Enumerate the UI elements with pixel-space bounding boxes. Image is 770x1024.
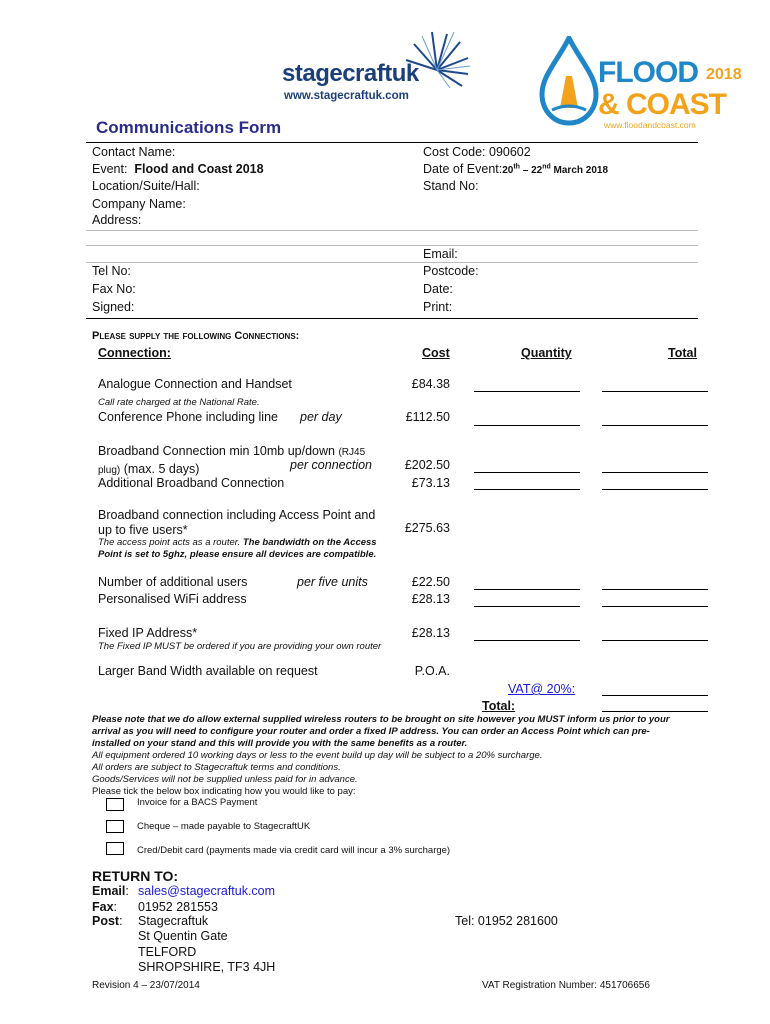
analogue-cost: £84.38 (411, 377, 450, 391)
access-point-label: Broadband connection including Access Point and up to five users* (98, 508, 376, 537)
broadband-cost: £202.50 (404, 458, 450, 472)
return-post-label: Post (92, 914, 120, 928)
postcode-label[interactable]: Postcode: (423, 264, 479, 278)
return-tel: Tel: 01952 281600 (455, 914, 558, 928)
fixed-ip-note: The Fixed IP MUST be ordered if you are providing your own router (98, 641, 382, 652)
flood-text: FLOOD (598, 56, 698, 89)
conference-total[interactable] (602, 425, 708, 426)
terms-note: All orders are subject to Stagecraftuk terms and conditions. (92, 762, 341, 773)
col-total: Total (668, 346, 697, 360)
event-label: Event: (92, 162, 128, 176)
bacs-label: Invoice for a BACS Payment (137, 797, 258, 808)
event-row (92, 162, 264, 176)
date-day1: 20 (502, 165, 514, 176)
additional-users-total[interactable] (602, 589, 708, 590)
fixed-ip-total[interactable] (602, 640, 708, 641)
tick-instruction: Please tick the below box indicating how you would like to pay: (92, 786, 356, 797)
date-of-event-row (423, 162, 608, 176)
access-point-note (98, 537, 388, 561)
access-point-note-bold: The bandwidth on the Access Point is set to 5ghz, please ensure all devices are compatible. (98, 537, 377, 560)
analogue-quantity[interactable] (474, 391, 580, 392)
address-label[interactable]: Address: (92, 213, 142, 227)
grand-total[interactable] (602, 711, 708, 712)
vat-label: VAT@ 20%: (508, 682, 576, 696)
additional-bb-label: Additional Broadband Connection (98, 476, 285, 490)
signed-label[interactable]: Signed: (92, 300, 135, 314)
stagecraft-brand: stagecraftuk (282, 60, 419, 87)
date-of-event-label: Date of Event: (423, 162, 503, 176)
return-email-label: Email (92, 884, 126, 898)
date-sup1: th (513, 163, 520, 171)
conference-cost: £112.50 (405, 410, 450, 424)
col-cost: Cost (422, 346, 450, 360)
stagecraft-logo (282, 30, 482, 105)
router-note: Please note that we do allow external supplied wireless routers to be brought on site however you MUST inform us prior to your arrival as you will need to configure your router and order a fixed IP address. You can order an Access Point which can pre-installed on your stand and this will provide you with the same benefits as a router. (92, 714, 670, 749)
wifi-label: Personalised WiFi address (98, 592, 247, 606)
supply-heading: Please supply the following Connections: (92, 330, 300, 342)
location-label[interactable]: Location/Suite/Hall: (92, 179, 200, 193)
date-rest: March 2018 (550, 165, 609, 176)
surcharge-note: All equipment ordered 10 working days or less to the event build up day will be subject to a 20% surcharge. (92, 750, 543, 761)
access-point-note-plain: The access point acts as a router. (98, 537, 243, 548)
fixed-ip-cost: £28.13 (411, 626, 450, 640)
return-addr3: TELFORD (138, 945, 197, 959)
card-label: Cred/Debit card (payments made via credit card will incur a 3% surcharge) (137, 845, 451, 856)
card-checkbox[interactable] (106, 842, 124, 855)
return-fax-row: Fax: (92, 900, 118, 914)
cheque-checkbox[interactable] (106, 820, 124, 833)
return-addr1: Stagecraftuk (138, 914, 209, 928)
broadband-quantity[interactable] (474, 472, 580, 473)
cost-code: Cost Code: 090602 (423, 145, 531, 159)
payment-advance-note: Goods/Services will not be supplied unless paid for in advance. (92, 774, 358, 785)
tel-label[interactable]: Tel No: (92, 264, 131, 278)
cheque-label: Cheque – made payable to StagecraftUK (137, 821, 311, 832)
email-label[interactable]: Email: (423, 247, 458, 261)
return-email-row: Email: (92, 884, 129, 898)
analogue-total[interactable] (602, 391, 708, 392)
revision: Revision 4 – 23/07/2014 (92, 980, 200, 991)
analogue-label: Analogue Connection and Handset (98, 377, 292, 391)
return-addr4: SHROPSHIRE, TF3 4JH (138, 960, 276, 974)
vat-total[interactable] (602, 695, 708, 696)
col-quantity: Quantity (521, 346, 572, 360)
contact-name-label[interactable]: Contact Name: (92, 145, 176, 159)
additional-users-label: Number of additional users (98, 575, 248, 589)
bandwidth-cost: P.O.A. (414, 664, 450, 678)
return-heading: RETURN TO: (92, 868, 179, 884)
print-label[interactable]: Print: (423, 300, 453, 314)
flood-coast-logo (538, 36, 743, 131)
return-post-row: Post: (92, 914, 123, 928)
additional-users-quantity[interactable] (474, 589, 580, 590)
flood-url: www.floodandcoast.com (604, 120, 696, 130)
broadband-small: (RJ45 plug) (98, 447, 366, 476)
return-addr2: St Quentin Gate (138, 929, 228, 943)
form-title: Communications Form (96, 118, 282, 137)
stagecraft-url: www.stagecraftuk.com (284, 90, 409, 102)
additional-bb-cost: £73.13 (411, 476, 450, 490)
return-fax-label: Fax (92, 900, 114, 914)
flood-year: 2018 (706, 66, 742, 83)
date-label[interactable]: Date: (423, 282, 453, 296)
additional-users-cost: £22.50 (411, 575, 450, 589)
additional-bb-total[interactable] (602, 489, 708, 490)
wifi-quantity[interactable] (474, 606, 580, 607)
fax-label[interactable]: Fax No: (92, 282, 136, 296)
broadband-total[interactable] (602, 472, 708, 473)
col-connection: Connection: (98, 346, 171, 360)
event-value: Flood and Coast 2018 (134, 162, 264, 176)
water-drop-icon (538, 36, 600, 126)
additional-bb-quantity[interactable] (474, 489, 580, 490)
analogue-note: Call rate charged at the National Rate. (98, 397, 260, 408)
return-fax: 01952 281553 (138, 900, 218, 914)
conference-unit: per day (300, 410, 342, 424)
conference-quantity[interactable] (474, 425, 580, 426)
wifi-total[interactable] (602, 606, 708, 607)
wifi-cost: £28.13 (411, 592, 450, 606)
return-email-link[interactable]: sales@stagecraftuk.com (138, 884, 276, 898)
coast-text: & COAST (598, 88, 726, 121)
stand-label[interactable]: Stand No: (423, 179, 479, 193)
additional-users-unit: per five units (297, 575, 368, 589)
broadband-label: Broadband Connection min 10mb up/down (98, 444, 335, 458)
fixed-ip-label: Fixed IP Address* (98, 626, 198, 640)
date-sup2: nd (542, 163, 551, 171)
vat-registration: VAT Registration Number: 451706656 (482, 980, 650, 991)
broadband-unit: per connection (290, 458, 373, 472)
conference-label: Conference Phone including line (98, 410, 278, 424)
date-dash: – 22 (519, 165, 543, 176)
bacs-checkbox[interactable] (106, 798, 124, 811)
total-label: Total: (482, 699, 516, 713)
bandwidth-label: Larger Band Width available on request (98, 664, 318, 678)
fixed-ip-quantity[interactable] (474, 640, 580, 641)
broadband-max: (max. 5 days) (123, 462, 200, 476)
company-label[interactable]: Company Name: (92, 197, 186, 211)
access-point-cost: £275.63 (404, 521, 450, 535)
